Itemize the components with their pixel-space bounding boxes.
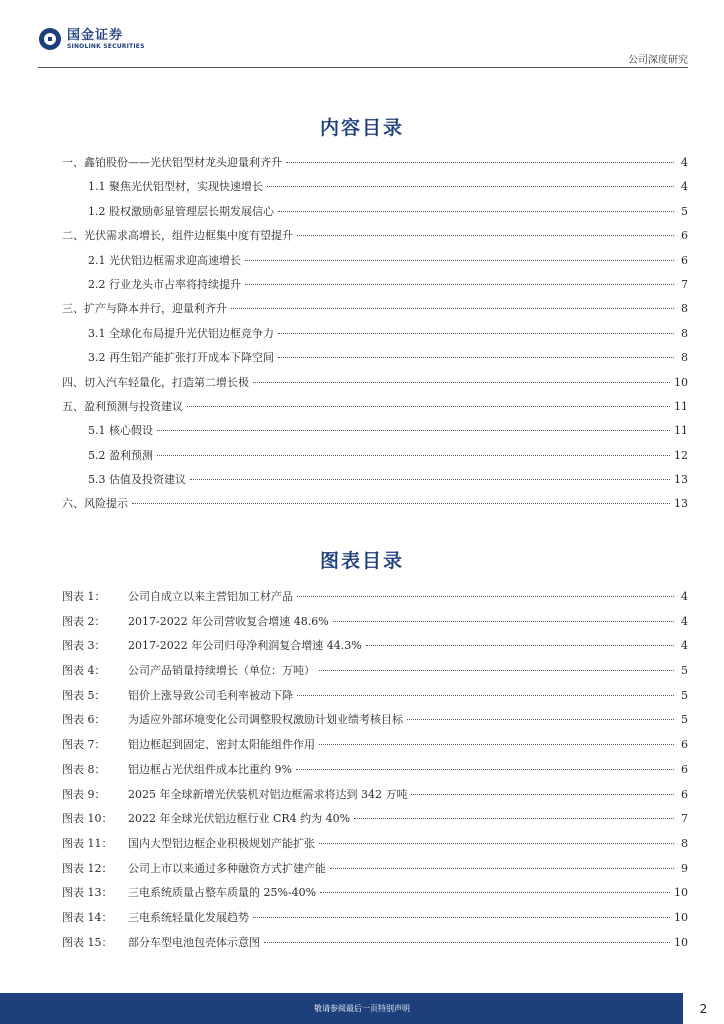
figure-entry-text: 公司产品销量持续增长（单位：万吨）: [128, 664, 315, 678]
logo-en: SINOLINK SECURITIES: [67, 42, 145, 50]
toc-entry-page: 12: [674, 448, 688, 462]
toc-entry[interactable]: [62, 350, 688, 374]
figure-entry-page: 9: [681, 861, 688, 875]
figure-entry-label: 图表 15：: [62, 935, 113, 949]
dot-leader: [187, 406, 670, 407]
header-divider: [38, 67, 688, 68]
toc-entry[interactable]: [62, 326, 688, 350]
figure-entry[interactable]: [62, 638, 688, 663]
figure-entry[interactable]: [62, 836, 688, 861]
figure-entry-text: 铝边框占光伏组件成本比重约 9%: [128, 762, 292, 776]
figure-entry-page: 6: [681, 762, 688, 776]
dot-leader: [286, 162, 674, 163]
dot-leader: [253, 917, 670, 918]
toc-entry-page: 7: [681, 277, 688, 291]
dot-leader: [157, 430, 670, 431]
toc-entry-text: 三、扩产与降本并行，迎量利齐升: [62, 302, 227, 316]
toc-entry-page: 6: [681, 253, 688, 267]
dot-leader: [253, 382, 670, 383]
toc-entry-text: 3.2 再生铝产能扩张打开成本下降空间: [88, 351, 274, 365]
toc-entry-text: 二、光伏需求高增长，组件边框集中度有望提升: [62, 229, 293, 243]
figure-entry-text: 国内大型铝边框企业积极规划产能扩张: [128, 836, 315, 850]
figure-entry-text: 铝价上涨导致公司毛利率被动下降: [128, 688, 293, 702]
figure-entry-text: 2025 年全球新增光伏装机对铝边框需求将达到 342 万吨: [128, 787, 408, 801]
toc-entry[interactable]: [62, 301, 688, 325]
figure-entry[interactable]: [62, 935, 688, 960]
figure-entry-text: 部分车型电池包壳体示意图: [128, 935, 260, 949]
toc-entry[interactable]: [62, 375, 688, 399]
toc-entry-page: 8: [681, 326, 688, 340]
toc-entry[interactable]: [62, 228, 688, 252]
toc-entry-text: 2.2 行业龙头市占率将持续提升: [88, 277, 241, 291]
toc-entry-text: 5.2 盈利预测: [88, 448, 153, 462]
dot-leader: [330, 868, 674, 869]
toc-entry-text: 5.1 核心假设: [88, 424, 153, 438]
toc-entry-page: 6: [681, 229, 688, 243]
toc-entry[interactable]: [62, 179, 688, 203]
figure-entry[interactable]: [62, 811, 688, 836]
figure-entry-label: 图表 8：: [62, 762, 106, 776]
dot-leader: [411, 794, 674, 795]
toc-title: 内容目录: [319, 117, 404, 139]
dot-leader: [319, 744, 674, 745]
figure-entry[interactable]: [62, 885, 688, 910]
figure-entry-label: 图表 10：: [62, 812, 113, 826]
figure-entry-page: 6: [681, 787, 688, 801]
toc-entry[interactable]: [62, 204, 688, 228]
figures-list: [62, 589, 688, 959]
toc-entry[interactable]: [62, 399, 688, 423]
dot-leader: [245, 284, 674, 285]
figure-entry-page: 5: [681, 664, 688, 678]
toc-entry-page: 4: [681, 180, 688, 194]
figure-entry-label: 图表 2：: [62, 614, 106, 628]
toc-entry-text: 3.1 全球化布局提升光伏铝边框竞争力: [88, 326, 274, 340]
figure-entry-label: 图表 14：: [62, 910, 113, 924]
figure-entry-label: 图表 13：: [62, 886, 113, 900]
figure-entry-label: 图表 11：: [62, 836, 113, 850]
figure-entry-page: 8: [681, 836, 688, 850]
dot-leader: [278, 357, 674, 358]
figure-entry-text: 为适应外部环境变化公司调整股权激励计划业绩考核目标: [128, 713, 403, 727]
report-type: 公司深度研究: [628, 55, 688, 66]
toc-entry[interactable]: [62, 472, 688, 496]
dot-leader: [190, 479, 670, 480]
dot-leader: [297, 235, 674, 236]
figure-entry-text: 公司上市以来通过多种融资方式扩建产能: [128, 861, 326, 875]
dot-leader: [354, 818, 674, 819]
toc-entry-page: 11: [674, 424, 688, 438]
dot-leader: [132, 503, 670, 504]
figure-entry-label: 图表 3：: [62, 639, 106, 653]
toc-entry-page: 5: [681, 204, 688, 218]
figure-entry-page: 4: [681, 590, 688, 603]
figure-entry-page: 4: [681, 639, 688, 653]
dot-leader: [296, 769, 674, 770]
footer-notice: 敬请参阅最后一页特别声明: [314, 1004, 410, 1013]
dot-leader: [407, 719, 674, 720]
dot-leader: [333, 621, 674, 622]
dot-leader: [297, 695, 674, 696]
toc-entry-text: 六、风险提示: [62, 497, 128, 511]
figure-entry-label: 图表 4：: [62, 664, 106, 678]
toc-entry[interactable]: [62, 253, 688, 277]
figure-entry[interactable]: [62, 712, 688, 737]
figure-entry-label: 图表 6：: [62, 713, 106, 727]
dot-leader: [278, 211, 674, 212]
figure-entry-text: 三电系统质量占整车质量的 25%-40%: [128, 886, 317, 900]
dot-leader: [320, 892, 670, 893]
figure-entry[interactable]: [62, 910, 688, 935]
dot-leader: [278, 333, 674, 334]
dot-leader: [366, 645, 674, 646]
toc-entry-text: 四、切入汽车轻量化，打造第二增长极: [62, 375, 249, 389]
figure-entry[interactable]: [62, 614, 688, 639]
toc-entry-text: 一、鑫铂股份——光伏铝型材龙头迎量利齐升: [62, 156, 282, 169]
figure-entry-text: 2017-2022 年公司归母净利润复合增速 44.3%: [128, 639, 362, 653]
company-logo: [39, 28, 145, 50]
figure-entry[interactable]: [62, 787, 688, 812]
toc-entry-page: 8: [681, 302, 688, 316]
toc-entry-text: 五、盈利预测与投资建议: [62, 399, 183, 413]
toc-entry-text: 5.3 估值及投资建议: [88, 473, 186, 487]
figure-entry-label: 图表 12：: [62, 861, 113, 875]
page-header: [0, 0, 724, 70]
toc-entry[interactable]: [62, 155, 688, 179]
toc-entry-text: 2.1 光伏铝边框需求迎高速增长: [88, 253, 241, 267]
dot-leader: [245, 260, 674, 261]
dot-leader: [319, 670, 674, 671]
dot-leader: [231, 308, 674, 309]
figure-entry-text: 三电系统轻量化发展趋势: [128, 910, 249, 924]
figure-entry[interactable]: [62, 663, 688, 688]
toc-entry-page: 13: [674, 497, 688, 511]
figures-title: 图表目录: [319, 550, 404, 572]
logo-icon: [39, 28, 61, 50]
dot-leader: [157, 455, 670, 456]
figure-entry-text: 2017-2022 年公司营收复合增速 48.6%: [128, 614, 329, 628]
figure-entry-page: 5: [681, 713, 688, 727]
figure-entry[interactable]: [62, 861, 688, 886]
figure-entry-label: 图表 7：: [62, 738, 106, 752]
figure-entry-page: 10: [674, 910, 688, 924]
figure-entry-label: 图表 1：: [62, 590, 106, 603]
dot-leader: [267, 186, 674, 187]
logo-cn: 国金证券: [67, 27, 124, 43]
toc-entry[interactable]: [62, 448, 688, 472]
toc-list: [62, 155, 688, 521]
figure-entry-page: 6: [681, 738, 688, 752]
dot-leader: [319, 843, 674, 844]
figure-entry[interactable]: [62, 762, 688, 787]
figure-entry-page: 10: [674, 886, 688, 900]
figure-entry[interactable]: [62, 589, 688, 614]
toc-entry-page: 8: [681, 351, 688, 365]
toc-entry-page: 11: [674, 399, 688, 413]
figure-entry-page: 7: [681, 812, 688, 826]
toc-entry-page: 13: [674, 473, 688, 487]
figure-entry-label: 图表 9：: [62, 787, 106, 801]
figure-entry-page: 5: [681, 688, 688, 702]
figure-entry-text: 铝边框起到固定、密封太阳能组件作用: [128, 738, 315, 752]
toc-entry-text: 1.1 聚焦光伏铝型材，实现快速增长: [88, 180, 263, 194]
page-number: 2: [683, 993, 724, 1024]
toc-entry-page: 10: [674, 375, 688, 389]
toc-entry[interactable]: [62, 277, 688, 301]
toc-entry-page: 4: [681, 156, 688, 169]
figure-entry-text: 2022 年全球光伏铝边框行业 CR4 约为 40%: [128, 812, 351, 826]
toc-entry-text: 1.2 股权激励彰显管理层长期发展信心: [88, 204, 274, 218]
figure-entry-label: 图表 5：: [62, 688, 106, 702]
figure-entry-page: 10: [674, 935, 688, 949]
toc-entry[interactable]: [62, 423, 688, 447]
dot-leader: [264, 942, 670, 943]
dot-leader: [297, 596, 674, 597]
toc-entry[interactable]: [62, 496, 688, 520]
figure-entry-page: 4: [681, 614, 688, 628]
figure-entry-text: 公司自成立以来主营铝加工材产品: [128, 590, 293, 603]
figure-entry[interactable]: [62, 688, 688, 713]
figure-entry[interactable]: [62, 737, 688, 762]
